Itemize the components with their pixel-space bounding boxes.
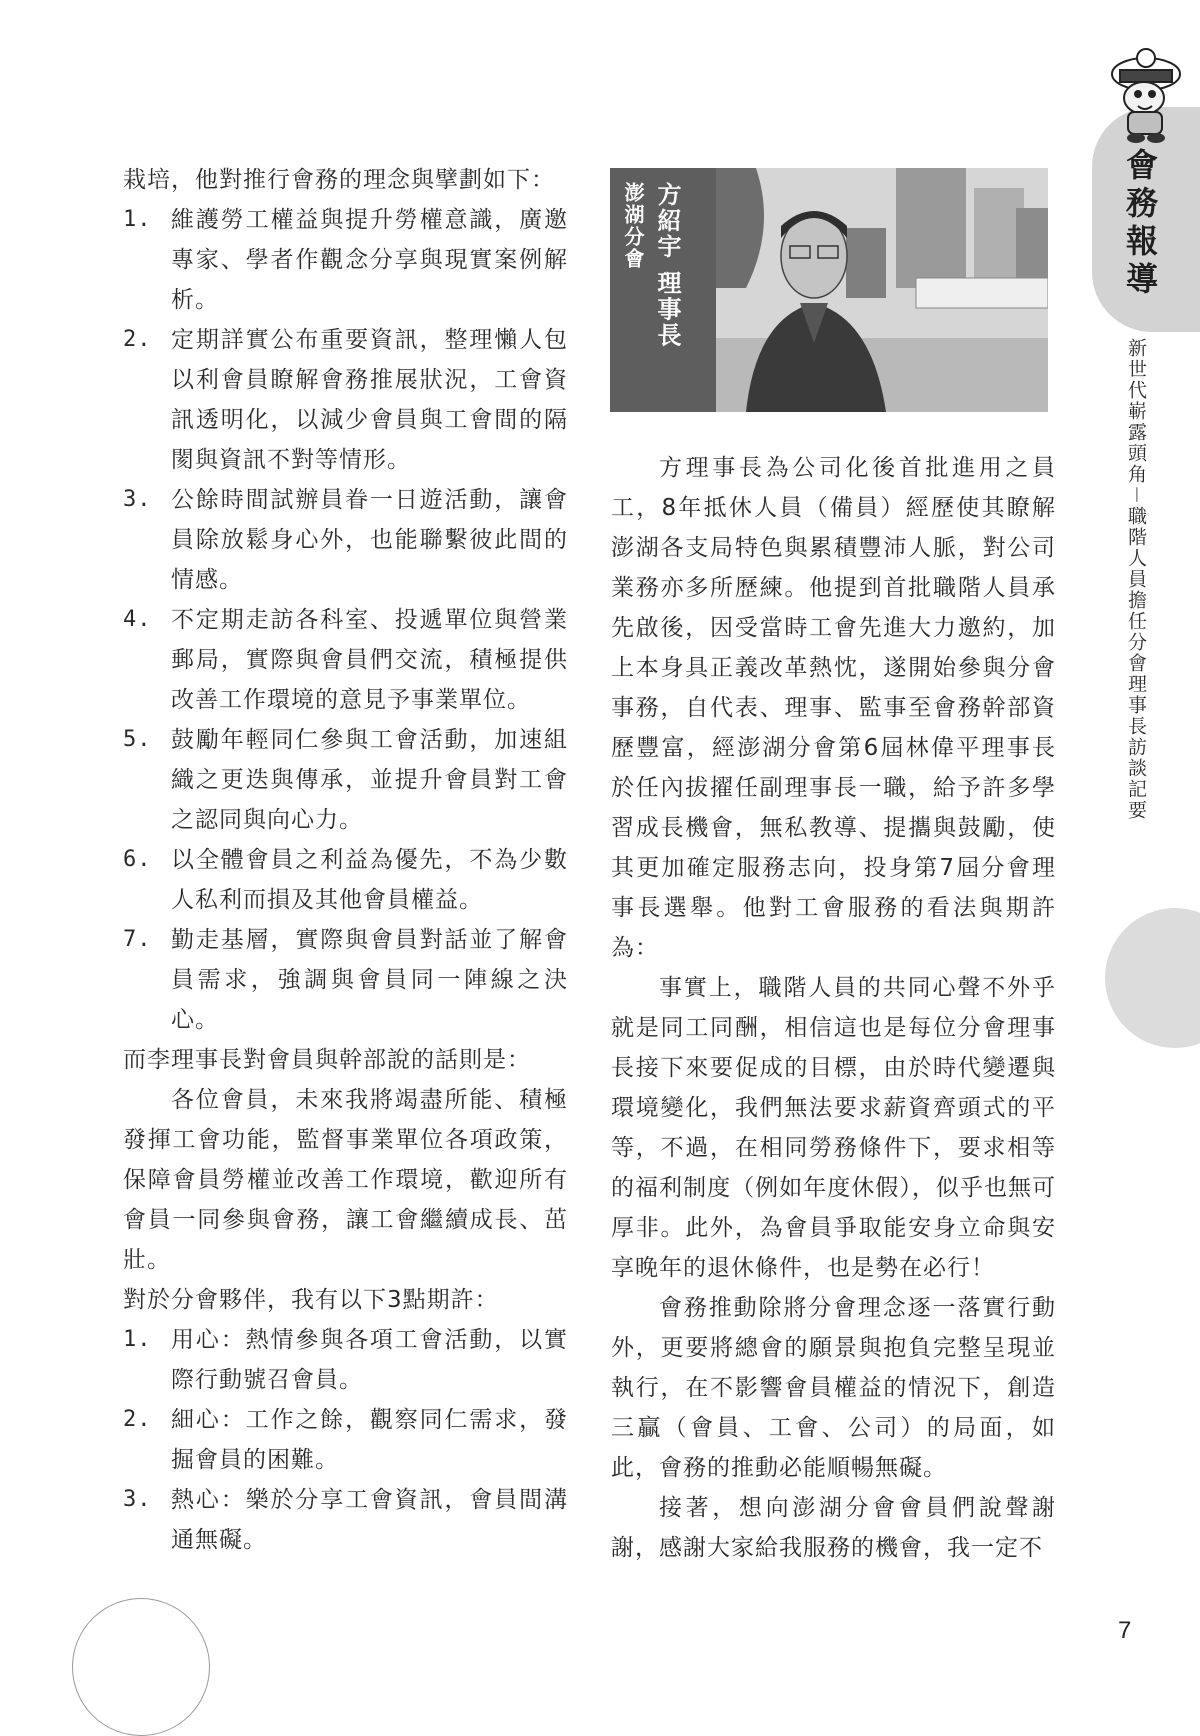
section-subtitle: 新世代嶄露頭角－職階人員擔任分會理事長訪談記要 (1125, 338, 1147, 822)
page-number: 7 (1118, 1617, 1132, 1644)
body-paragraph: 事實上，職階人員的共同心聲不外乎就是同工同酬，相信這也是每位分會理事長接下來要促成的目標，由於時代變遷與環境變化，我們無法要求薪資齊頭式的平等，不過，在相同勞務條件下，要求相等的福利制度（例如年度休假），似乎也無可厚非。此外，為會員爭取能安身立命與安享晚年的退休條件，也是勢在必行！ (611, 975, 1056, 1281)
mascot-icon (1098, 40, 1194, 144)
photo-caption-name: 方紹宇 理事長 (653, 182, 681, 349)
section-title: 會務報導 (1121, 148, 1159, 300)
list-item: 3. 公餘時間試辦員眷一日遊活動，讓會員除放鬆身心外，也能聯繫彼此間的情感。 (123, 487, 568, 593)
list-item: 3. 熱心：樂於分享工會資訊，會員間溝通無礙。 (123, 1487, 568, 1553)
right-column (611, 448, 1056, 1568)
list-item: 2. 定期詳實公布重要資訊，整理懶人包以利會員瞭解會務推展狀況，工會資訊透明化，以減少會員與工會間的隔閡與資訊不對等情形。 (123, 327, 568, 473)
body-paragraph: 接著，想向澎湖分會會員們說聲謝謝，感謝大家給我服務的機會，我一定不 (611, 1495, 1056, 1561)
list-item: 1. 用心：熱情參與各項工會活動，以實際行動號召會員。 (123, 1327, 568, 1393)
decorative-circle-outline (72, 1598, 210, 1736)
quote-paragraph: 各位會員，未來我將竭盡所能、積極發揮工會功能，監督事業單位各項政策，保障會員勞權並改善工作環境，歡迎所有會員一同參與會務，讓工會繼續成長、茁壯。 (123, 1087, 568, 1273)
list-item: 5. 鼓勵年輕同仁參與工會活動，加速組織之更迭與傳承，並提升會員對工會之認同與向心力。 (123, 727, 568, 833)
photo-caption-branch: 澎湖分會 (621, 182, 645, 270)
expectations-list (123, 1320, 568, 1560)
words-intro: 而李理事長對會員與幹部說的話則是： (123, 1047, 531, 1073)
list-item: 1. 維護勞工權益與提升勞權意識，廣邀專家、學者作觀念分享與現實案例解析。 (123, 207, 568, 313)
body-paragraph: 會務推動除將分會理念逐一落實行動外，更要將總會的願景與抱負完整呈現並執行，在不影響會員權益的情況下，創造三贏（會員、工會、公司）的局面，如此，會務的推動必能順暢無礙。 (611, 1295, 1056, 1481)
list-item: 4. 不定期走訪各科室、投遞單位與營業郵局，實際與會員們交流，積極提供改善工作環境的意見予事業單位。 (123, 607, 568, 713)
list-item: 7. 勤走基層，實際與會員對話並了解會員需求，強調與會員同一陣線之決心。 (123, 927, 568, 1033)
plans-list (123, 200, 568, 1040)
decorative-circle (1105, 908, 1200, 1048)
body-paragraph: 方理事長為公司化後首批進用之員工，8年抵休人員（備員）經歷使其瞭解澎湖各支局特色與累積豐沛人脈，對公司業務亦多所歷練。他提到首批職階人員承先啟後，因受當時工會先進大力邀約，加上本身具正義改革熱忱，遂開始參與分會事務，自代表、理事、監事至會務幹部資歷豐富，經澎湖分會第6屆林偉平理事長於任內拔擢任副理事長一職，給予許多學習成長機會，無私教導、提攜與鼓勵，使其更加確定服務志向，投身第7屆分會理事長選舉。他對工會服務的看法與期許為： (611, 455, 1056, 961)
list-item: 2. 細心：工作之餘，觀察同仁需求，發掘會員的困難。 (123, 1407, 568, 1473)
list-item: 6. 以全體會員之利益為優先，不為少數人私利而損及其他會員權益。 (123, 847, 568, 913)
expectations-intro: 對於分會夥伴，我有以下3點期許： (123, 1287, 499, 1313)
portrait-image (716, 168, 1048, 412)
portrait-photo (610, 168, 1048, 412)
plans-intro: 栽培，他對推行會務的理念與擘劃如下： (123, 167, 555, 193)
left-column (123, 160, 568, 1560)
